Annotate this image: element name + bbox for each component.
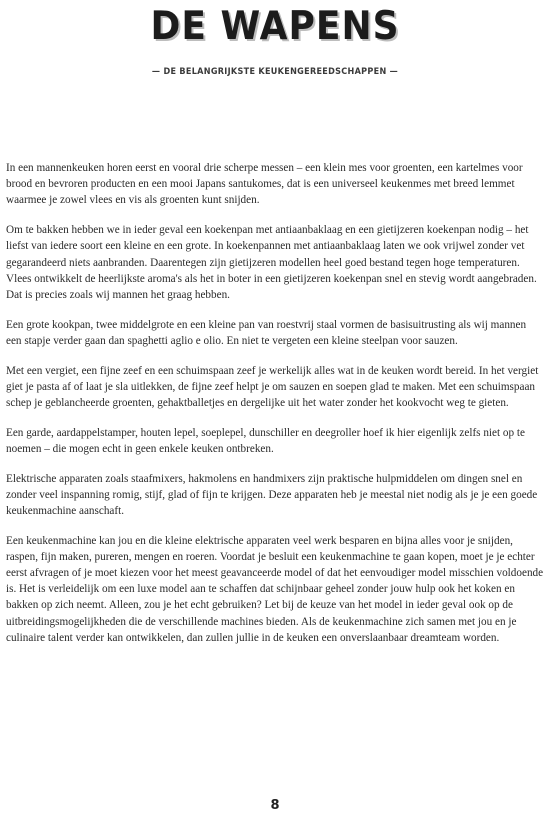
paragraph-keukengerei: Een garde, aardappelstamper, houten lepel, soeplepel, dunschiller en deegroller hoef ik hier eigenlijk zelfs niet op te noemen – die mogen echt in geen enkele keuken ontbreken. (6, 426, 525, 455)
paragraph-keukenmachine: Een keukenmachine kan jou en die kleine elektrische apparaten veel werk besparen en bijna alles voor je snijden, raspen, fijn maken, pureren, mengen en roeren. Voordat je besluit een keukenmachine te gaan kopen, moet je je echter eerst afvragen of je moet kiezen voor het meest geavanceerde model of dat het eenvoudiger model misschien voldoende is. Het is verleidelijk om een luxe model aan te schaffen dat schijnbaar geheel zonder jouw hulp ook het koken en bakken op zich neemt. Alleen, zou je het echt gebruiken? Let bij de keuze van het model in ieder geval ook op de uitbreidingsmogelijkheden die de verschillende machines bieden. Als de keukenmachine zich samen met jou en je culinaire talent verder kan ontwikkelen, dan zullen jullie in de keuken een onverslaanbaar dreamteam worden. (6, 534, 544, 644)
page-number: 8 (270, 798, 280, 813)
page-title: DE WAPENS (150, 4, 400, 49)
paragraph-koekenpannen: Om te bakken hebben we in ieder geval een koekenpan met antiaanbaklaag en een gietijzeren koekenpan nodig – het liefst van iedere soort een kleine en een grote. In koekenpannen met antiaanbaklaag laten we ook vrijwel zonder vet gegarandeerd niets aanbranden. Daarentegen zijn gietijzeren modellen heel goed bestand tegen hoge temperaturen. Vlees ontwikkelt de heerlijkste aroma's als het in boter in een gietijzeren koekenpan snel en stevig wordt aangebraden. Dat is precies zoals wij mannen het graag hebben. (6, 224, 537, 301)
page-subtitle: — DE BELANGRIJKSTE KEUKENGEREEDSCHAPPEN — (151, 67, 399, 77)
paragraph-kookpannen: Een grote kookpan, twee middelgrote en een kleine pan van roestvrij staal vormen de basisuitrusting als wij mannen een stapje verder gaan dan spaghetti aglio e olio. En niet te vergeten een kleine steelpan voor sauzen. (6, 318, 527, 347)
paragraph-messen: In een mannenkeuken horen eerst en vooral drie scherpe messen – een klein mes voor groenten, een kartelmes voor brood en bevroren producten en een mooi Japans santukomes, dat is een universeel keukenmes met breed lemmet waarmee je zowel vlees en vis als groenten kunt snijden. (6, 162, 523, 207)
article-body (6, 160, 544, 660)
paragraph-elektrische-apparaten: Elektrische apparaten zoals staafmixers, hakmolens en handmixers zijn praktische hulpmiddelen om dingen snel en zonder veel inspanning romig, stijf, glad of fijn te krijgen. Deze apparaten heb je meestal niet nodig als je je een goede keukenmachine aanschaft. (6, 472, 538, 517)
paragraph-vergiet: Met een vergiet, een fijne zeef en een schuimspaan zeef je werkelijk alles wat in de keuken wordt bereid. In het vergiet giet je pasta af of laat je sla uitlekken, de fijne zeef helpt je om sauzen en soepen glad te maken. Met een schuimspaan schep je geblancheerde groenten, gehaktballetjes en dergelijke uit het water zonder het kookvocht weg te gieten. (6, 364, 539, 409)
